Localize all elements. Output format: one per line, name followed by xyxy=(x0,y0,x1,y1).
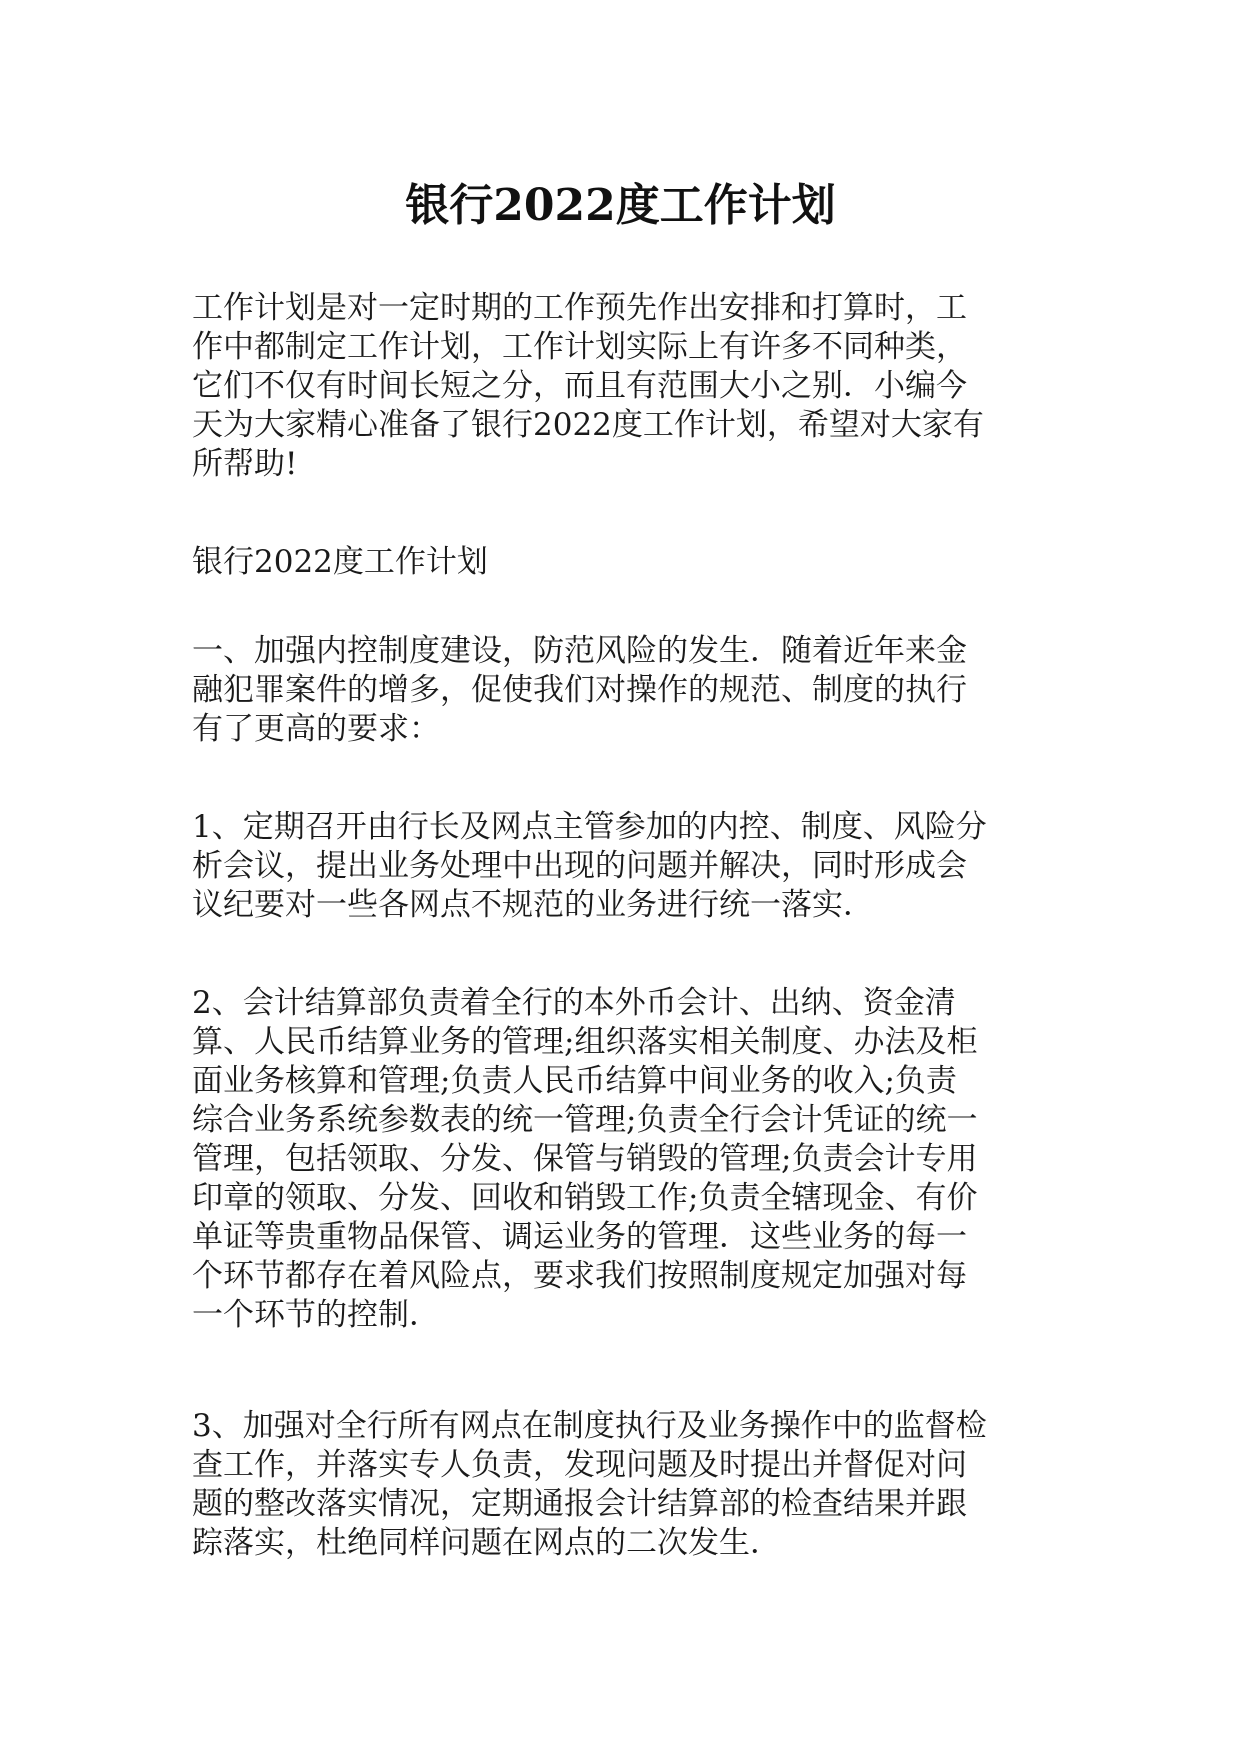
intro-line: 工作计划是对一定时期的工作预先作出安排和打算时，工 xyxy=(192,290,967,326)
item2-line: 2、会计结算部负责着全行的本外币会计、出纳、资金清 xyxy=(192,985,956,1021)
item2-line: 综合业务系统参数表的统一管理;负责全行会计凭证的统一 xyxy=(192,1102,978,1138)
intro-line: 所帮助! xyxy=(192,446,298,482)
item3-paragraph xyxy=(192,1407,1052,1563)
item1-line: 析会议，提出业务处理中出现的问题并解决，同时形成会 xyxy=(192,848,967,884)
intro-line: 它们不仅有时间长短之分，而且有范围大小之别．小编今 xyxy=(192,368,967,404)
section1-line: 融犯罪案件的增多，促使我们对操作的规范、制度的执行 xyxy=(192,672,967,708)
item2-line: 面业务核算和管理;负责人民币结算中间业务的收入;负责 xyxy=(192,1063,957,1099)
item1-line: 议纪要对一些各网点不规范的业务进行统一落实． xyxy=(192,887,874,923)
item3-line: 题的整改落实情况，定期通报会计结算部的检查结果并跟 xyxy=(192,1486,967,1522)
item2-line: 一个环节的控制． xyxy=(192,1297,440,1333)
item1-line: 1、定期召开由行长及网点主管参加的内控、制度、风险分 xyxy=(192,809,987,845)
subtitle-paragraph xyxy=(192,543,1052,582)
item3-line: 踪落实，杜绝同样问题在网点的二次发生． xyxy=(192,1525,781,1561)
subtitle: 银行2022度工作计划 xyxy=(192,544,488,580)
section1-paragraph xyxy=(192,632,1052,749)
intro-line: 天为大家精心准备了银行2022度工作计划，希望对大家有 xyxy=(192,407,984,443)
item2-line: 印章的领取、分发、回收和销毁工作;负责全辖现金、有价 xyxy=(192,1180,978,1216)
intro-paragraph xyxy=(192,289,1052,484)
item2-line: 管理，包括领取、分发、保管与销毁的管理;负责会计专用 xyxy=(192,1141,978,1177)
item2-line: 算、人民币结算业务的管理;组织落实相关制度、办法及柜 xyxy=(192,1024,978,1060)
intro-line: 作中都制定工作计划，工作计划实际上有许多不同种类， xyxy=(192,329,967,365)
item3-line: 3、加强对全行所有网点在制度执行及业务操作中的监督检 xyxy=(192,1408,987,1444)
item2-paragraph xyxy=(192,984,1052,1335)
item1-paragraph xyxy=(192,808,1052,925)
item3-line: 查工作，并落实专人负责，发现问题及时提出并督促对问 xyxy=(192,1447,967,1483)
section1-line: 有了更高的要求： xyxy=(192,711,440,747)
item2-line: 个环节都存在着风险点，要求我们按照制度规定加强对每 xyxy=(192,1258,967,1294)
item2-line: 单证等贵重物品保管、调运业务的管理．这些业务的每一 xyxy=(192,1219,967,1255)
section1-line: 一、加强内控制度建设，防范风险的发生．随着近年来金 xyxy=(192,633,967,669)
document-title: 银行2022度工作计划 xyxy=(405,180,836,231)
